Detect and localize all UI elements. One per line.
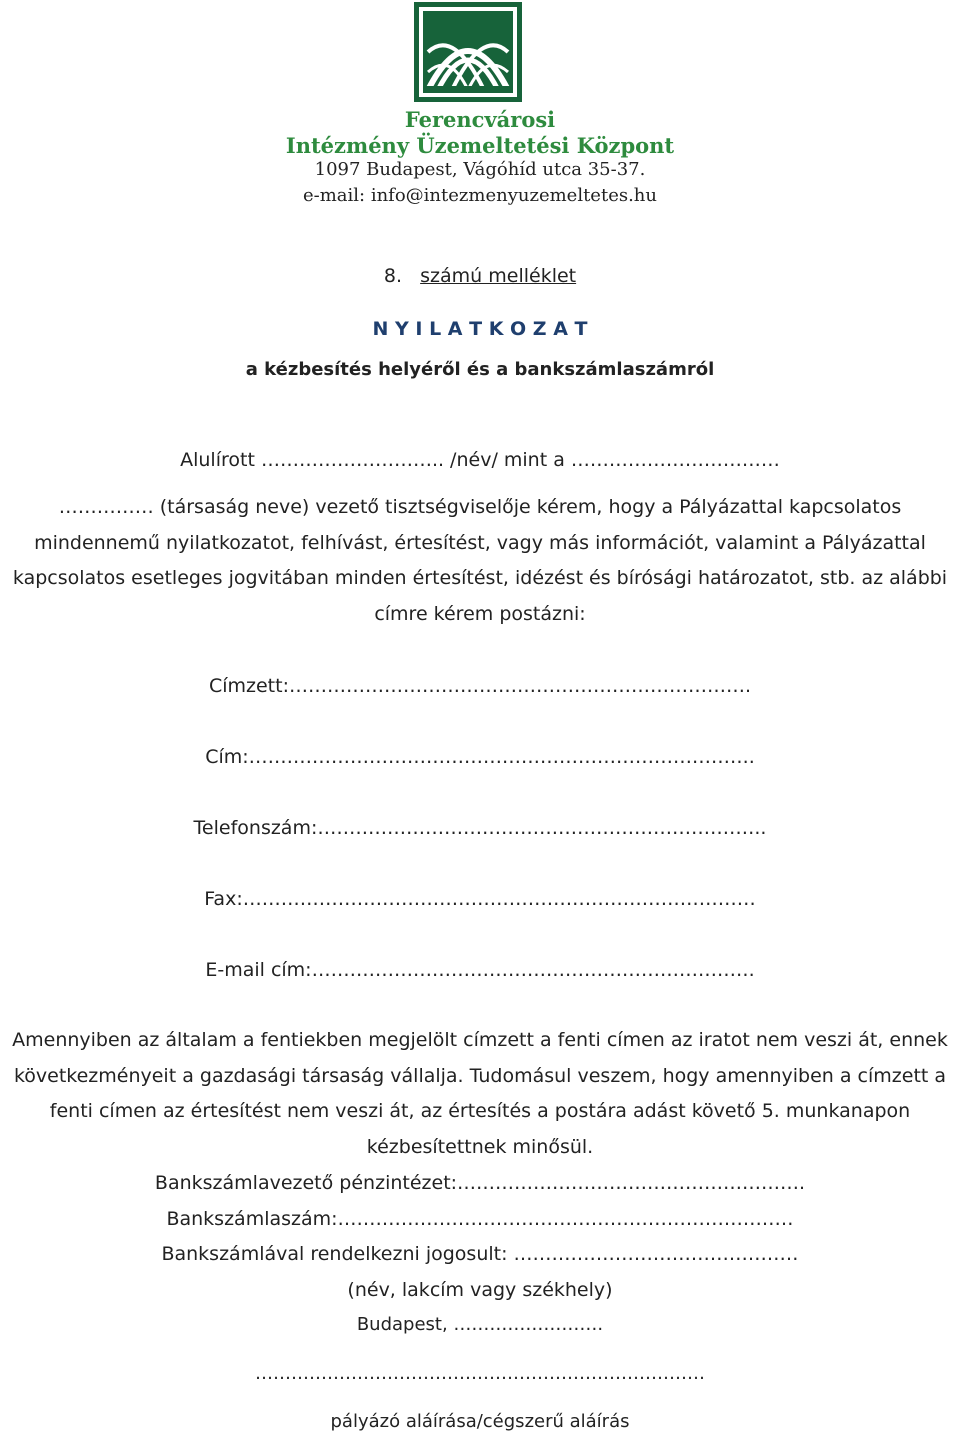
address-field: Cím:……………………………………………………………………..: [205, 746, 755, 768]
notice-line-4: kézbesítettnek minősül.: [366, 1135, 594, 1158]
signature-line: …………………………………………………………………: [255, 1363, 705, 1384]
notice-line-2: következményeit a gazdasági társaság vállalja. Tudomásul veszem, hogy amennyiben a címzett a: [13, 1064, 947, 1087]
bank-institution-field: Bankszámlavezető pénzintézet:……………………………………………….: [154, 1172, 806, 1194]
org-name-line1: Ferencvárosi: [404, 107, 556, 132]
bank-account-field: Bankszámlaszám:………………………………………………………………: [166, 1208, 794, 1230]
notice-paragraph: [0, 1023, 960, 1165]
bank-authorized-note: (név, lakcím vagy székhely): [347, 1279, 613, 1301]
annex-number: 8.: [383, 265, 403, 287]
annex-text: számú melléklet: [420, 265, 577, 287]
place-date: Budapest, …………………….: [356, 1314, 604, 1335]
notice-line-1: Amennyiben az általam a fentiekben megjelölt címzett a fenti címen az iratot nem veszi át, ennek: [12, 1029, 948, 1051]
intro-line-3: mindennemű nyilatkozatot, felhívást, értesítést, vagy más információt, valamint a Pályázattal: [34, 531, 926, 554]
intro-paragraph: [0, 490, 960, 632]
intro-line-2: …………… (társaság neve) vezető tisztségviselője kérem, hogy a Pályázattal kapcsolatos: [58, 496, 902, 518]
org-name-line2: Intézmény Üzemeltetési Központ: [285, 133, 675, 158]
signature-label: pályázó aláírása/cégszerű aláírás: [330, 1411, 630, 1432]
intro-line-5: címre kérem postázni:: [374, 602, 586, 625]
intro-line-4: kapcsolatos esetleges jogvitában minden értesítést, idézést és bírósági határozatot, stb. az alábbi: [12, 567, 948, 589]
bank-authorized-field: Bankszámlával rendelkezni jogosult: ………………………………………: [161, 1243, 799, 1265]
document-title: N Y I L A T K O Z A T: [372, 318, 588, 340]
email-field: E-mail cím:…………………………………………………………….: [205, 959, 755, 981]
institution-logo: [414, 2, 522, 102]
intro-line-1: Alulírott ……………………….. /név/ mint a ……………………………: [180, 449, 780, 471]
recipient-field: Címzett:……………………………………………………………….: [208, 675, 752, 697]
phone-field: Telefonszám:……………………………………………………………..: [193, 817, 767, 839]
org-email: e-mail: info@intezmenyuzemeltetes.hu: [302, 185, 657, 206]
org-address: 1097 Budapest, Vágóhíd utca 35-37.: [314, 159, 646, 180]
notice-line-3: fenti címen az értesítést nem veszi át, az értesítés a postára adást követő 5. munkanapon: [49, 1100, 911, 1122]
annex-label: [0, 264, 960, 288]
fax-field: Fax:………………………………………………………………………: [204, 888, 756, 910]
document-subtitle: a kézbesítés helyéről és a bankszámlaszámról: [245, 359, 715, 380]
